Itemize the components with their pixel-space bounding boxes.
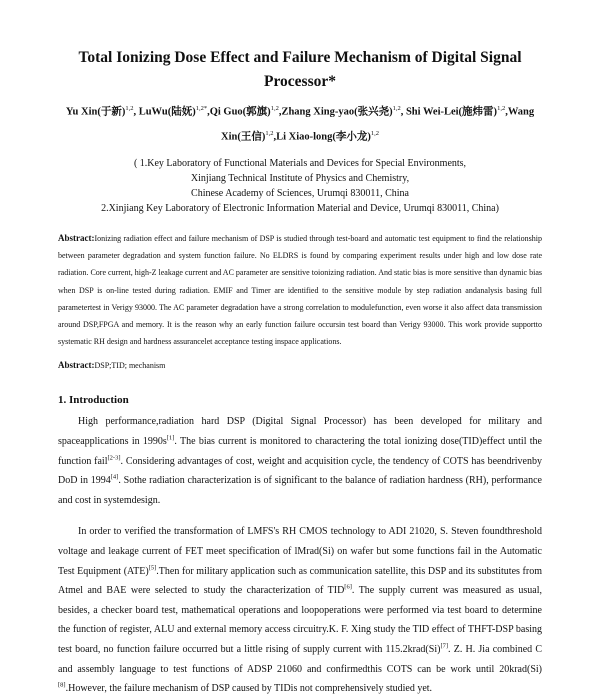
- author-name: Yu Xin(于新): [65, 106, 126, 118]
- citation-ref: [4]: [110, 473, 119, 481]
- paragraph-text: . The supply current was measured as usual, besides, a checker board test, mathematical operations and loopoperations were performed via test board to determine the function of register, ALU and external memory access circuitry.K. F. Xing study the TID effect of THFT-DSP basing test board, no function failure occurred but a little rising of supply current with 115.2krad(Si): [58, 585, 542, 655]
- citation-ref: [7]: [440, 642, 449, 650]
- abstract-text: Ionizing radiation effect and failure mechanism of DSP is studied through test-board and automatic test equipment to find the relationship between parameter degradation and system function failure. No ELDRS is found by comparing experiment results under high and low dose rate radiation. Core current, high-Z leakage current and AC parameter are sensitive toionizing radiation. And static bias is more sensitive than dynamic bias when DSP is on-line tested during radiation. EMIF and Timer are identified to the sensitive module by step radiation andanalysis basing full parametertest in Verigy 93000. The AC parameter degradation have a strong correlation to modulefunction, even worse it also affect data transmission around DSP,FPGA and memory. It is the reason why an early function failure occursin test board than Verigy 93000. This work provide supportto systematic RH design and hardness assurancelet acceptance testing inspace applications.: [58, 234, 542, 347]
- author-name: Wang Xin(王信): [220, 106, 535, 142]
- paragraph-text: .Then for military application such as communication satellite, this DSP and its substitutes from Atmel and BAE were selected to study the characterization of TID: [58, 565, 542, 597]
- author-affiliation-mark: 1,2*: [195, 105, 208, 112]
- author-affiliation-mark: 1,2: [370, 129, 379, 137]
- author-name: Qi Guo(郭旗): [209, 106, 271, 118]
- citation-ref: [2-3]: [107, 454, 121, 462]
- intro-paragraph-1: [58, 412, 542, 510]
- paper-title: Total Ionizing Dose Effect and Failure Mechanism of Digital Signal Processor*: [78, 49, 522, 90]
- paragraph-text: . The bias current is monitored to charactering the total ionizing dose(TID)effect until the function fail: [58, 436, 542, 467]
- affiliation-line: Chinese Academy of Sciences, Urumqi 830011, China: [191, 188, 409, 199]
- author-name: Zhang Xing-yao(张兴尧): [281, 106, 393, 118]
- abstract: [58, 230, 542, 350]
- citation-ref: [5]: [148, 564, 157, 572]
- affiliation-line: 2.Xinjiang Key Laboratory of Electronic Information Material and Device, Urumqi 830011, China): [101, 203, 499, 214]
- affiliations: [58, 156, 542, 216]
- keywords: [58, 360, 542, 370]
- section-heading: 1. Introduction: [58, 394, 129, 407]
- intro-paragraph-2: [58, 522, 542, 698]
- affiliation-line: Xinjiang Technical Institute of Physics and Chemistry,: [190, 173, 410, 184]
- author-name: LuWu(陆妩): [138, 106, 196, 118]
- citation-ref: [6]: [344, 583, 352, 591]
- paragraph-text: . Considering advantages of cost, weight and acquisition cycle, the tendency of COTS has beendrivenby DoD in 1994: [58, 455, 542, 487]
- author-list: Yu Xin(于新)$^{1,2}$, LuWu(陆妩)$^{1,2*}$,Qi Guo(郭旗)$^{1,2}$,Zhang Xing-yao(张兴尧)$^{1,2}$, Shi Wei-Lei(施炜雷)$^{1,2}$,Wang Xin(王信)$^{1,2}$,Li Xiao-long(李小龙)$^{1,2}$: [65, 105, 535, 142]
- author-affiliation-mark: 1,2: [265, 129, 274, 137]
- paragraph-text: .However, the failure mechanism of DSP caused by TIDis not comprehensively studied yet.: [65, 683, 433, 695]
- author-name: Li Xiao-long(李小龙): [276, 131, 371, 142]
- author-affiliation-mark: 1,2: [125, 105, 134, 112]
- citation-ref: [1]: [166, 434, 175, 442]
- paragraph-text: High performance,radiation hard DSP (Digital Signal Processor) has been developed for military and spaceapplications in 1990s: [58, 416, 542, 448]
- paragraph-text: . Sothe radiation characterization is of significant to the balance of radiation hardness (RH), performance and cost in systemdesign.: [58, 475, 542, 506]
- author-name: Shi Wei-Lei(施炜雷): [405, 106, 498, 118]
- affiliation-line: ( 1.Key Laboratory of Functional Materials and Devices for Special Environments,: [133, 158, 467, 169]
- author-affiliation-mark: 1,2: [270, 105, 279, 112]
- author-affiliation-mark: 1,2: [392, 105, 401, 112]
- paragraph-text: . Z. H. Jia combined C and assembly language to test functions of ADSP 21060 and confirmedthis COTS can be work until 20krad(Si): [58, 643, 542, 675]
- author-affiliation-mark: 1,2: [497, 105, 506, 112]
- keywords-label: Abstract:: [58, 360, 95, 371]
- keywords-text: DSP;TID; mechanism: [94, 361, 166, 371]
- paragraph-text: In order to verified the transformation of LMFS's RH CMOS technology to ADI 21020, S. Steven foundthreshold voltage and leakage current of FET meet specification of lMrad(Si) on wafer but some functions fail in the Automatic Test Equipment (ATE): [58, 526, 542, 577]
- citation-ref: [8]: [58, 681, 66, 689]
- abstract-label: Abstract:: [58, 233, 95, 243]
